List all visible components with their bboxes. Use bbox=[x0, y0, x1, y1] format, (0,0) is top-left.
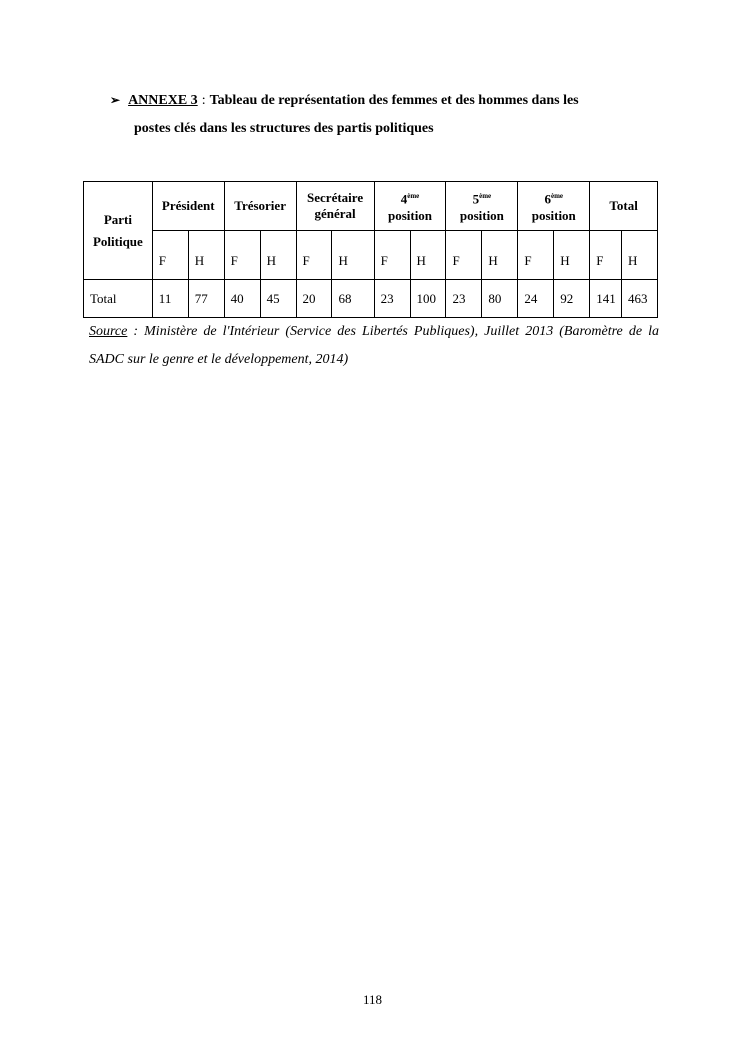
tresorier-h: H bbox=[260, 231, 296, 280]
page-number: 118 bbox=[362, 992, 383, 1007]
parti-label: Parti bbox=[103, 211, 132, 227]
annex-colon: : bbox=[201, 93, 206, 108]
total-position-6-h-value: 92 bbox=[554, 280, 590, 318]
position-6-label: position bbox=[531, 207, 576, 223]
position-6-number: 6 bbox=[544, 191, 551, 207]
total-position-4-h-value: 100 bbox=[410, 280, 446, 318]
representation-table bbox=[83, 181, 658, 318]
position-5-number: 5 bbox=[472, 191, 480, 207]
position-5-suffix: ème bbox=[479, 192, 492, 201]
total-f: F bbox=[590, 231, 622, 280]
position-4-suffix: ème bbox=[407, 192, 420, 201]
president-h: H bbox=[188, 231, 224, 280]
table-header-row bbox=[84, 182, 658, 231]
total-secretaire-f-value: 20 bbox=[296, 280, 332, 318]
total-president-f-value: 11 bbox=[152, 280, 188, 318]
table-row-total bbox=[84, 280, 658, 318]
president-header: Président bbox=[152, 182, 224, 231]
position-5-f: F bbox=[446, 231, 482, 280]
total-tresorier-h-value: 45 bbox=[260, 280, 296, 318]
politique-label: Politique bbox=[92, 233, 143, 249]
secretaire-general-header bbox=[296, 182, 374, 231]
position-5-h: H bbox=[482, 231, 518, 280]
position-4-label: position bbox=[387, 207, 433, 223]
source-text: : Ministère de l'Intérieur (Service des Libertés Publiques), Juillet 2013 (Baromètre de la SADC sur le genre et le développement, 2014) bbox=[89, 324, 659, 367]
table-subheader-row bbox=[84, 231, 658, 280]
source-note bbox=[89, 318, 659, 374]
annex-label: ANNEXE 3 bbox=[128, 93, 198, 108]
annex-title-line-2: postes clés dans les structures des partis politiques bbox=[134, 121, 434, 136]
heading-line-1 bbox=[110, 86, 658, 115]
tresorier-header: Trésorier bbox=[224, 182, 296, 231]
tresorier-f: F bbox=[224, 231, 260, 280]
total-president-h-value: 77 bbox=[188, 280, 224, 318]
total-row-label: Total bbox=[84, 280, 153, 318]
source-label: Source bbox=[89, 324, 128, 339]
position-6-f: F bbox=[518, 231, 554, 280]
secretaire-h: H bbox=[332, 231, 374, 280]
position-6-suffix: ème bbox=[550, 192, 564, 201]
parti-politique-header bbox=[84, 182, 153, 280]
total-tresorier-f-value: 40 bbox=[224, 280, 260, 318]
heading-line-1-text bbox=[110, 86, 579, 115]
position-5-label: position bbox=[459, 207, 504, 223]
secretaire-f: F bbox=[296, 231, 332, 280]
general-label: général bbox=[314, 206, 356, 221]
total-position-4-f-value: 23 bbox=[374, 280, 410, 318]
position-6-header bbox=[518, 182, 590, 231]
total-total-h-value: 463 bbox=[622, 280, 658, 318]
total-secretaire-h-value: 68 bbox=[332, 280, 374, 318]
position-5-header bbox=[446, 182, 518, 231]
total-header: Total bbox=[590, 182, 658, 231]
position-6-h: H bbox=[554, 231, 590, 280]
total-position-5-h-value: 80 bbox=[482, 280, 518, 318]
president-f: F bbox=[152, 231, 188, 280]
position-4-h: H bbox=[410, 231, 446, 280]
total-total-f-value: 141 bbox=[590, 280, 622, 318]
position-4-header bbox=[374, 182, 446, 231]
annex-heading bbox=[110, 86, 658, 143]
total-h: H bbox=[622, 231, 658, 280]
total-position-5-f-value: 23 bbox=[446, 280, 482, 318]
arrow-bullet-icon: ➢ bbox=[110, 93, 121, 107]
secretaire-label: Secrétaire bbox=[307, 190, 364, 205]
position-4-f: F bbox=[374, 231, 410, 280]
position-4-number: 4 bbox=[400, 191, 408, 207]
total-position-6-f-value: 24 bbox=[518, 280, 554, 318]
annex-title-line-1: Tableau de représentation des femmes et des hommes dans les bbox=[209, 93, 579, 108]
